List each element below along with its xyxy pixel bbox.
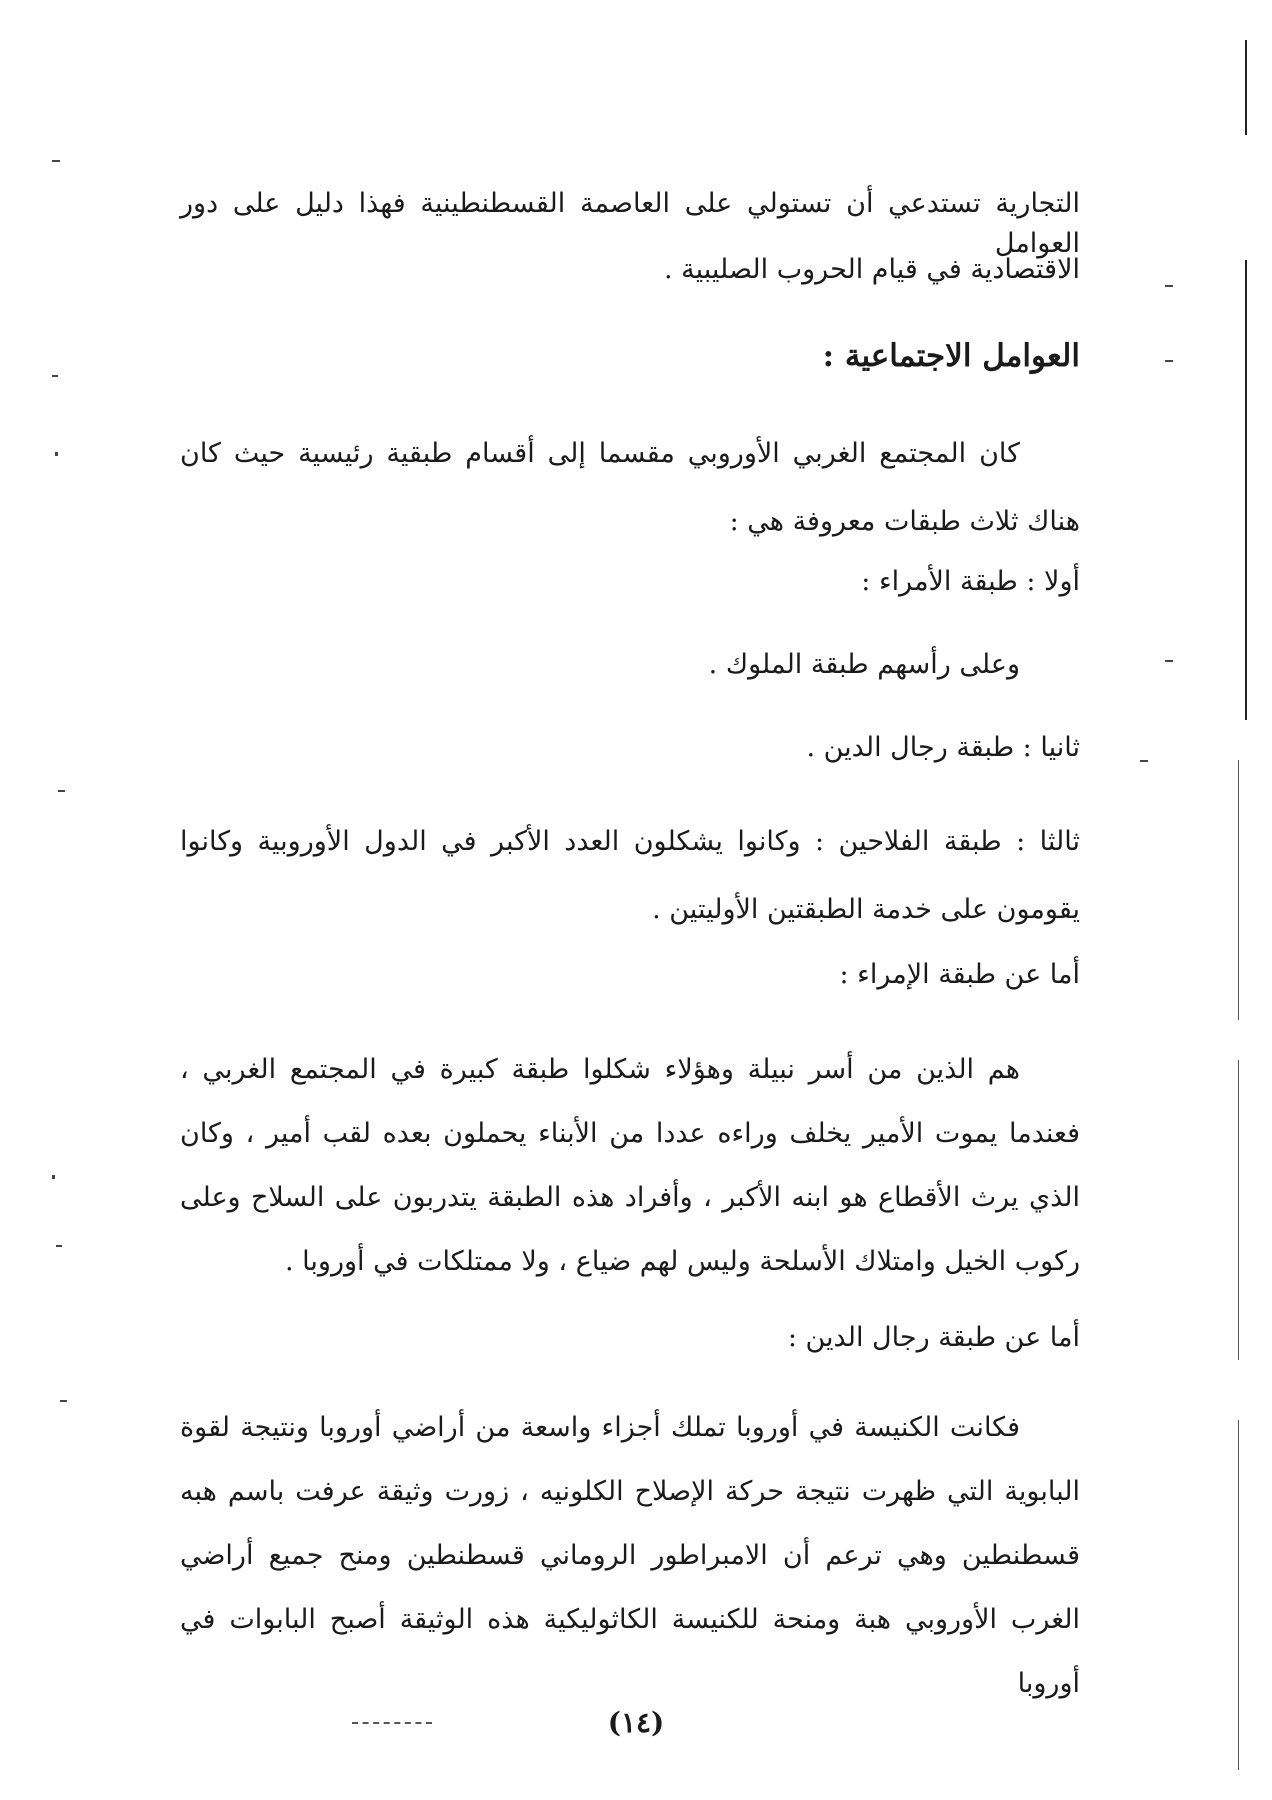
scan-speck xyxy=(56,1245,62,1247)
section-heading: العوامل الاجتماعية : xyxy=(822,338,1080,374)
scan-speck xyxy=(52,375,58,377)
scan-speck xyxy=(1165,360,1173,362)
paragraph: فكانت الكنيسة في أوروبا تملك أجزاء واسعة من أراضي أوروبا ونتيجة لقوة البابوية التي ظهرت نتيجة حركة الإصلاح الكلونيه ، زورت وثيقة عرفت باسم هبه قسطنطين وهي ترعم أن الامبراطور الروماني قسطنطين ومنح جميع أراضي الغرب الأوروبي هبة ومنحة للكنيسة الكاثوليكية هذه الوثيقة أصبح البابوات في أوروبا xyxy=(180,1412,1080,1699)
scan-edge-line xyxy=(1245,260,1247,720)
footer-mark xyxy=(352,1722,432,1726)
text-line: الاقتصادية في قيام الحروب الصليبية . xyxy=(663,254,1080,285)
paragraph: كان المجتمع الغربي الأوروبي مقسما إلى أقسام طبقية رئيسية حيث كان هناك ثلاث طبقات معروفة هي : xyxy=(180,438,1080,537)
text-line: التجارية تستدعي أن تستولي على العاصمة القسطنطينية فهذا دليل على دور العوامل xyxy=(180,188,1080,259)
paragraph: هم الذين من أسر نبيلة وهؤلاء شكلوا طبقة كبيرة في المجتمع الغربي ، فعندما يموت الأمير يخلف وراءه عددا من الأبناء يحملون بعده لقب أمير ، وكان الذي يرث الأقطاع هو ابنه الأكبر ، وأفراد هذه الطبقة يتدربون على السلاح وعلى ركوب الخيل وامتلاك الأسلحة وليس لهم ضياع ، ولا ممتلكات في أوروبا . xyxy=(180,1054,1080,1277)
scan-speck xyxy=(52,1175,55,1179)
scan-speck xyxy=(58,790,65,792)
scan-speck xyxy=(52,160,60,162)
scan-speck xyxy=(60,1400,67,1402)
scan-edge-line xyxy=(1238,1060,1239,1360)
scan-speck xyxy=(55,452,58,456)
list-note: وعلى رأسهم طبقة الملوك . xyxy=(708,649,1020,680)
list-item: ثانيا : طبقة رجال الدين . xyxy=(806,732,1080,763)
scan-edge-line xyxy=(1238,760,1239,1020)
scan-speck xyxy=(1165,660,1173,662)
page-number: (١٤) xyxy=(607,1706,665,1739)
scan-edge-line xyxy=(1238,1420,1239,1770)
subheading: أما عن طبقة الإمراء : xyxy=(839,959,1080,990)
scan-edge-line xyxy=(1245,40,1247,135)
list-item: أولا : طبقة الأمراء : xyxy=(861,566,1080,597)
list-item: ثالثا : طبقة الفلاحين : وكانوا يشكلون العدد الأكبر في الدول الأوروبية وكانوا يقومون على خدمة الطبقتين الأوليتين . xyxy=(180,826,1080,925)
subheading: أما عن طبقة رجال الدين : xyxy=(787,1322,1080,1353)
scan-speck xyxy=(1165,285,1173,287)
scan-speck xyxy=(1140,760,1148,762)
